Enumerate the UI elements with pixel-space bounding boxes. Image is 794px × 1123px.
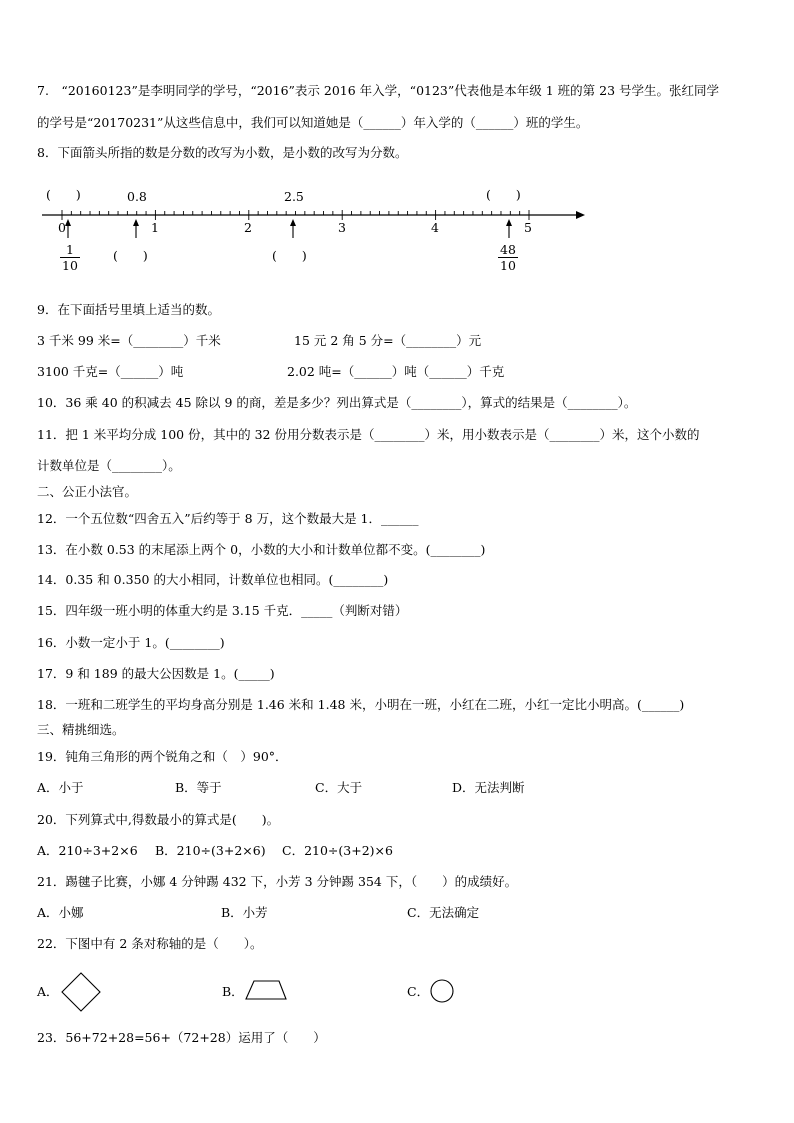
q20-option-c: C．210÷(3+2)×6 [282, 843, 393, 858]
fraction-48-10 [497, 243, 519, 272]
q22-option-b: B． [222, 984, 244, 999]
q9-item-d: 2.02 吨=（______）吨（______）千克 [287, 364, 505, 379]
q21-option-c: C．无法确定 [407, 905, 480, 920]
q19-option-c: C．大于 [315, 780, 363, 795]
q14-text: 14．0.35 和 0.350 的大小相同，计数单位也相同。(________) [37, 572, 389, 587]
q9-item-c: 3100 千克=（______）吨 [37, 364, 184, 379]
q7-line2: 的学号是“20170231”从这些信息中，我们可以知道她是（______）年入学的（______）班的学生。 [37, 115, 589, 130]
axis-number-0: 0 [58, 220, 66, 235]
arrow-up-icon-3 [290, 219, 296, 238]
axis-number-3: 3 [338, 220, 346, 235]
number-line-arrowhead [576, 211, 585, 219]
number-line-top-label-2.5: 2.5 [284, 189, 304, 204]
section-3-heading: 三、精挑细选。 [37, 722, 125, 737]
axis-number-4: 4 [431, 220, 439, 235]
q9-item-a: 3 千米 99 米=（________）千米 [37, 333, 221, 348]
number-line-top-blank-2: ( ) [486, 187, 521, 202]
fraction-1-denominator: 10 [62, 258, 78, 273]
q11-line1: 11．把 1 米平均分成 100 份，其中的 32 份用分数表示是（________）米，用小数表示是（________）米，这个小数的 [37, 427, 700, 442]
number-line-top-label-0.8: 0.8 [127, 189, 147, 204]
q22-text: 22．下图中有 2 条对称轴的是（ ）。 [37, 936, 263, 951]
q7-line1: 7. “20160123”是李明同学的学号，“2016”表示 2016 年入学，“0123”代表他是本年级 1 班的第 23 号学生。张红同学 [37, 83, 720, 98]
fraction-2-denominator: 10 [500, 258, 516, 273]
axis-number-5: 5 [524, 220, 532, 235]
fraction-1-10 [59, 243, 81, 272]
q12-text: 12．一个五位数“四舍五入”后约等于 8 万，这个数最大是 1．______ [37, 511, 419, 526]
q11-line2: 计数单位是（________）。 [37, 458, 181, 473]
number-line-top-blank-1: ( ) [46, 187, 81, 202]
q20-option-a: A．210÷3+2×6 [37, 843, 138, 858]
q8-text: 8．下面箭头所指的数是分数的改写为小数，是小数的改写为分数。 [37, 145, 408, 160]
q15-text: 15．四年级一班小明的体重大约是 3.15 千克．_____（判断对错） [37, 603, 408, 618]
q18-text: 18．一班和二班学生的平均身高分别是 1.46 米和 1.48 米，小明在一班，小红在二班，小红一定比小明高。(______) [37, 697, 685, 712]
q19-text: 19．钝角三角形的两个锐角之和（ ）90°． [37, 749, 288, 764]
axis-number-2: 2 [244, 220, 252, 235]
q23-text: 23．56+72+28=56+（72+28）运用了（ ） [37, 1030, 326, 1045]
q20-text: 20．下列算式中,得数最小的算式是( )。 [37, 812, 280, 827]
q19-option-a: A．小于 [37, 780, 84, 795]
number-line-bottom-blank-2: ( ) [272, 248, 307, 263]
q16-text: 16．小数一定小于 1。(________) [37, 635, 225, 650]
q13-text: 13．在小数 0.53 的末尾添上两个 0，小数的大小和计数单位都不变。(________) [37, 542, 486, 557]
q21-option-a: A．小娜 [37, 905, 84, 920]
q19-option-d: D．无法判断 [452, 780, 525, 795]
q9-item-b: 15 元 2 角 5 分=（________）元 [294, 333, 482, 348]
arrow-up-icon-4 [506, 219, 512, 238]
section-2-heading: 二、公正小法官。 [37, 484, 138, 499]
q19-option-b: B．等于 [175, 780, 222, 795]
q9-title: 9．在下面括号里填上适当的数。 [37, 302, 220, 317]
fraction-2-numerator: 48 [500, 242, 516, 257]
q22-option-c: C． [407, 984, 430, 999]
axis-number-1: 1 [151, 220, 159, 235]
number-line-bottom-blank-1: ( ) [113, 248, 148, 263]
q10-text: 10．36 乘 40 的积减去 45 除以 9 的商，差是多少？列出算式是（________），算式的结果是（________）。 [37, 395, 637, 410]
fraction-1-numerator: 1 [66, 242, 74, 257]
arrow-up-icon-2 [133, 219, 139, 238]
q17-text: 17．9 和 189 的最大公因数是 1。(_____) [37, 666, 275, 681]
q22-option-a: A． [37, 984, 59, 999]
q20-option-b: B．210÷(3+2×6) [155, 843, 266, 858]
q21-option-b: B．小芳 [221, 905, 268, 920]
q21-text: 21．踢毽子比赛，小娜 4 分钟踢 432 下，小芳 3 分钟踢 354 下，（ ）的成绩好。 [37, 874, 518, 889]
